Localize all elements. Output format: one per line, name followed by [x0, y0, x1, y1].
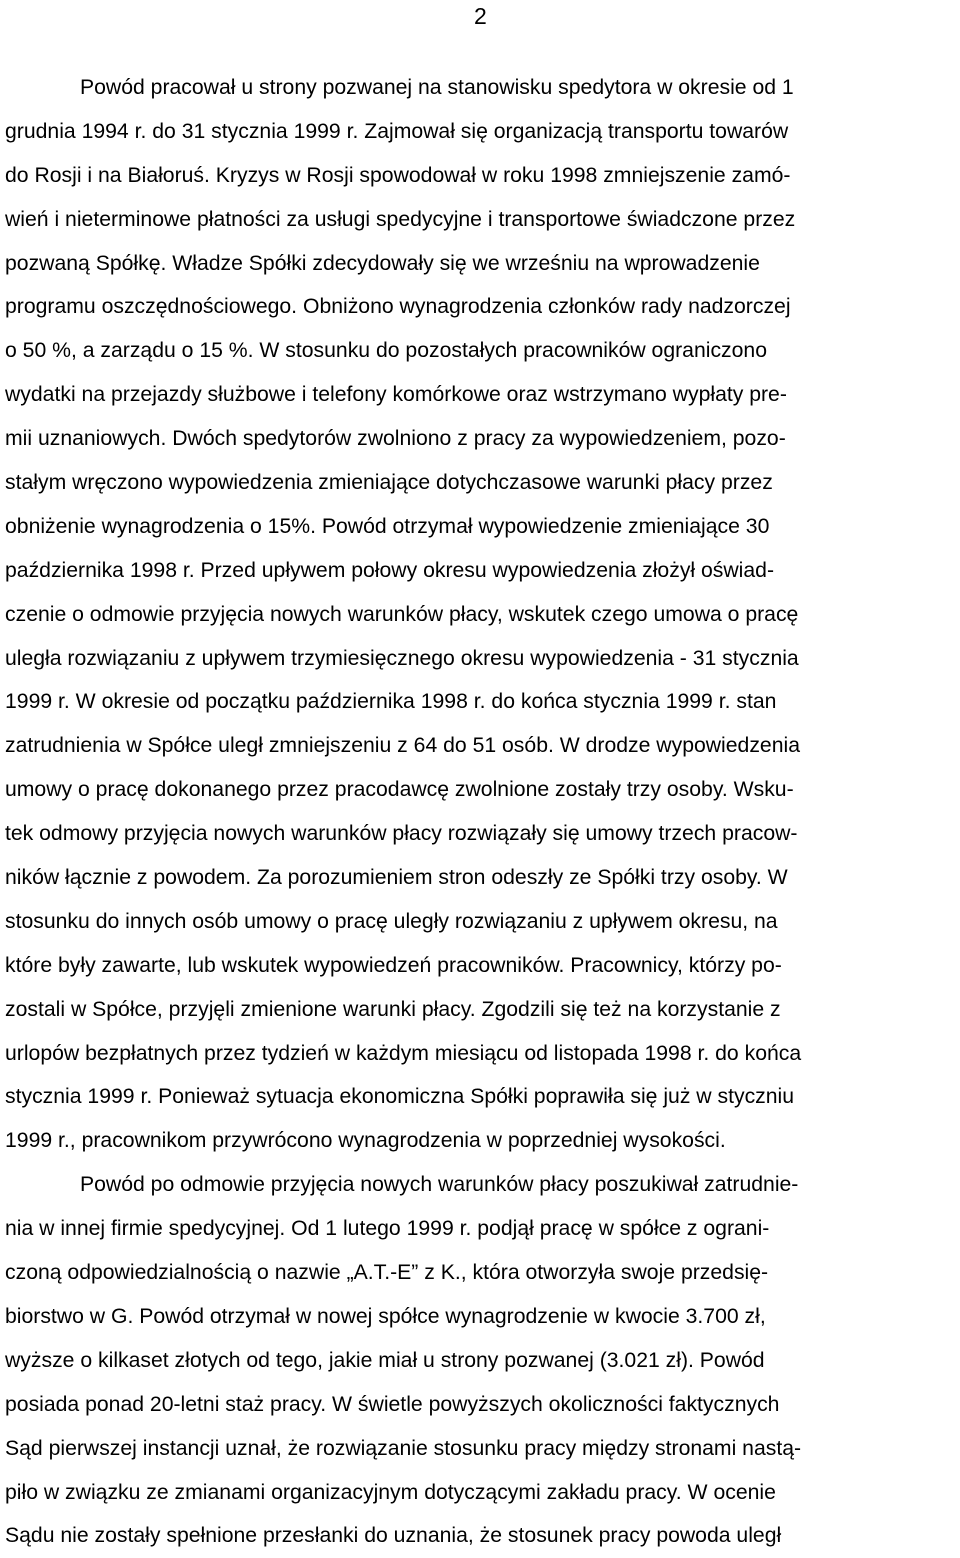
text-line: czoną odpowiedzialnością o nazwie „A.T.-E” z K., która otworzyła swoje przedsię- — [5, 1261, 769, 1285]
paragraph-first-line: Powód po odmowie przyjęcia nowych warunków płacy poszukiwał zatrudnie- — [80, 1173, 799, 1197]
text-line: Sądu nie zostały spełnione przesłanki do uznania, że stosunek pracy powoda uległ — [5, 1524, 782, 1548]
paragraph-first-line: Powód pracował u strony pozwanej na stanowisku spedytora w okresie od 1 — [80, 76, 794, 99]
text-line: zatrudnienia w Spółce uległ zmniejszeniu z 64 do 51 osób. W drodze wypowiedzenia — [5, 734, 800, 758]
text-line: pozwaną Spółkę. Władze Spółki zdecydowały się we wrześniu na wprowadzenie — [5, 251, 760, 275]
text-line: nia w innej firmie spedycyjnej. Od 1 lutego 1999 r. podjął pracę w spółce z ograni- — [5, 1217, 770, 1241]
text-line: mii uznaniowych. Dwóch spedytorów zwolniono z pracy za wypowiedzeniem, pozo- — [5, 427, 786, 451]
text-line: posiada ponad 20-letni staż pracy. W świetle powyższych okoliczności faktycznych — [5, 1392, 780, 1416]
text-line: programu oszczędnościowego. Obniżono wynagrodzenia członków rady nadzorczej — [5, 295, 791, 319]
text-line: zostali w Spółce, przyjęli zmienione warunki płacy. Zgodzili się też na korzystanie z — [5, 997, 781, 1021]
text-line: wyższe o kilkaset złotych od tego, jakie miał u strony pozwanej (3.021 zł). Powód — [5, 1348, 765, 1372]
text-line: 1999 r. W okresie od początku października 1998 r. do końca stycznia 1999 r. stan — [5, 690, 777, 714]
text-line: umowy o pracę dokonanego przez pracodawcę zwolnione zostały trzy osoby. Wsku- — [5, 778, 794, 802]
text-line: obniżenie wynagrodzenia o 15%. Powód otrzymał wypowiedzenie zmieniające 30 — [5, 514, 770, 538]
text-line: tek odmowy przyjęcia nowych warunków płacy rozwiązały się umowy trzech pracow- — [5, 822, 798, 846]
text-line: 1999 r., pracownikom przywrócono wynagrodzenia w poprzedniej wysokości. — [5, 1129, 726, 1153]
text-line: grudnia 1994 r. do 31 stycznia 1999 r. Zajmował się organizacją transportu towarów — [5, 119, 789, 143]
text-line: o 50 %, a zarządu o 15 %. W stosunku do pozostałych pracowników ograniczono — [5, 339, 767, 363]
text-line: ników łącznie z powodem. Za porozumieniem stron odeszły ze Spółki trzy osoby. W — [5, 866, 788, 890]
text-line: do Rosji i na Białoruś. Kryzys w Rosji spowodował w roku 1998 zmniejszenie zamó- — [5, 163, 791, 187]
text-line: które były zawarte, lub wskutek wypowiedzeń pracowników. Pracownicy, którzy po- — [5, 953, 782, 977]
text-line: wydatki na przejazdy służbowe i telefony komórkowe oraz wstrzymano wypłaty pre- — [5, 383, 787, 407]
text-line: października 1998 r. Przed upływem połowy okresu wypowiedzenia złożył oświad- — [5, 558, 775, 582]
text-line: czenie o odmowie przyjęcia nowych warunków płacy, wskutek czego umowa o pracę — [5, 602, 799, 626]
text-line: uległa rozwiązaniu z upływem trzymiesięcznego okresu wypowiedzenia - 31 stycznia — [5, 646, 799, 670]
text-line: stosunku do innych osób umowy o pracę uległy rozwiązaniu z upływem okresu, na — [5, 909, 778, 933]
text-line: stycznia 1999 r. Ponieważ sytuacja ekonomiczna Spółki poprawiła się już w styczniu — [5, 1085, 795, 1109]
page-number: 2 — [474, 3, 487, 29]
text-line: biorstwo w G. Powód otrzymał w nowej spółce wynagrodzenie w kwocie 3.700 zł, — [5, 1304, 766, 1328]
text-line: urlopów bezpłatnych przez tydzień w każdym miesiącu od listopada 1998 r. do końca — [5, 1041, 802, 1065]
text-line: stałym wręczono wypowiedzenia zmieniające dotychczasowe warunki płacy przez — [5, 471, 773, 495]
text-line: Sąd pierwszej instancji uznał, że rozwiązanie stosunku pracy między stronami nastą- — [5, 1436, 802, 1460]
text-line: wień i nieterminowe płatności za usługi spedycyjne i transportowe świadczone przez — [5, 207, 796, 231]
document-body — [5, 66, 960, 1558]
text-line: piło w związku ze zmianami organizacyjnym dotyczącymi zakładu pracy. W ocenie — [5, 1480, 776, 1504]
